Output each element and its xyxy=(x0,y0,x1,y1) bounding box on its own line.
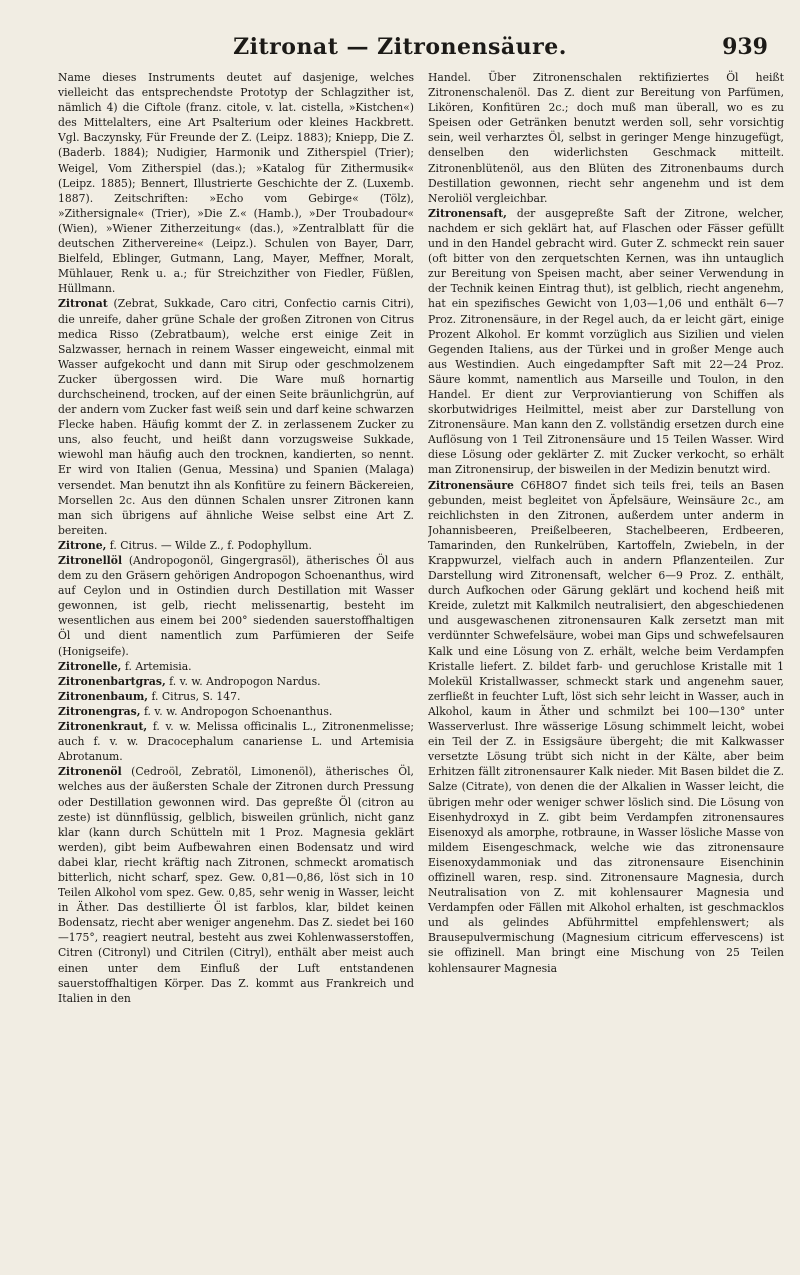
page-number: 939 xyxy=(722,34,768,60)
entry-text: f. Citrus. — Wilde Z., f. Podophyllum. xyxy=(106,538,312,552)
running-title: Zitronat — Zitronensäure. xyxy=(233,34,567,60)
entry-text: Handel. Über Zitronenschalen rektifiziertes Öl heißt Zitronenschalenöl. Das Z. dient zur Bereitung von Parfümen, Likören, Konfitüren 2c.; doch muß man überall, wo es zu Speisen oder Getränken benutzt werden soll, sehr vorsichtig sein, weil verharztes Öl, selbst in geringer Menge hinzugefügt, denselben den widerlichsten Geschmack mitteilt. Zitronenblütenöl, aus den Blüten des Zitronenbaums durch Destillation gewonnen, riecht sehr angenehm und ist dem Neroliöl vergleichbar. xyxy=(428,71,784,205)
entry-text: (Andropogonöl, Gingergrasöl), ätherisches Öl aus dem zu den Gräsern gehörigen Andropogon Schoenanthus, wird auf Ceylon und in Ostindien durch Destillation mit Wasser gewonnen, ist gelb, riecht melissenartig, besteht im wesentlichen aus einem bei 200° siedenden sauerstoffhaltigen Öl und dient namentlich zum Parfümieren der Seife (Honigseife). xyxy=(58,554,414,658)
dictionary-entry xyxy=(58,296,414,538)
dictionary-entry xyxy=(58,689,414,704)
page-header xyxy=(0,34,800,64)
entry-headword: Zitronenöl xyxy=(58,765,122,779)
entry-text: f. v. w. Andropogon Nardus. xyxy=(165,674,321,688)
entry-headword: Zitronensaft, xyxy=(428,206,507,220)
left-column xyxy=(58,70,414,1260)
dictionary-entry xyxy=(58,70,414,296)
dictionary-entry xyxy=(428,70,784,206)
entry-headword: Zitronengras, xyxy=(58,704,141,718)
entry-text: C6H8O7 findet sich teils frei, teils an Basen gebunden, meist begleitet von Äpfelsäure, Weinsäure 2c., am reichlichsten in den Zitronen, außerdem unter anderm in Johannisbeeren, Preißelbeeren, Stachelbeeren, Erdbeeren, Tamarinden, den Runkelrüben, Kartoffeln, Zwiebeln, in der Krappwurzel, vielfach auch in andern Pflanzenteilen. Zur Darstellung wird Zitronensaft, welcher 6—9 Proz. Z. enthält, durch Aufkochen oder Gärung geklärt und kochend heiß mit Kreide, zuletzt mit Kalkmilch neutralisiert, den abgeschiedenen und ausgewaschenen zitronensauren Kalk zersetzt man mit verdünnter Schwefelsäure, wobei man Gips und schwefelsauren Kalk und eine Lösung von Z. erhält, welche beim Verdampfen Kristalle liefert. Z. bildet farb- und geruchlose Kristalle mit 1 Molekül Kristallwasser, schmeckt stark und angenehm sauer, zerfließt in feuchter Luft, löst sich sehr leicht in Wasser, auch in Alkohol, kaum in Äther und schmilzt bei 100—130° unter Wasserverlust. Ihre wässerige Lösung schimmelt leicht, wobei ein Teil der Z. in Essigsäure übergeht; die mit Kalkwasser versetzte Lösung trübt sich nicht in der Kälte, aber beim Erhitzen fällt zitronensaurer Kalk nieder. Mit Basen bildet die Z. Salze (Citrate), von denen die der Alkalien in Wasser leicht, die übrigen mehr oder weniger schwer löslich sind. Die Lösung von Eisenhydroxyd in Z. gibt beim Verdampfen zitronensaures Eisenoxyd als amorphe, rotbraune, in Wasser lösliche Masse von mildem Eisengeschmack, welche wie das zitronensaure Eisenoxydammoniak und das zitronensaure Eisenchinin offizinell waren, resp. sind. Zitronensaure Magnesia, durch Neutralisation von Z. mit kohlensaurer Magnesia und Verdampfen oder Fällen mit Alkohol erhalten, ist geschmacklos und als gelindes Abführmittel empfehlenswert; als Brausepulvermischung (Magnesium citricum effervescens) ist sie offizinell. Man bringt eine Mischung von 25 Teilen kohlensaurer Magnesia xyxy=(428,478,784,975)
entry-text: f. Artemisia. xyxy=(121,659,192,673)
dictionary-entry xyxy=(58,719,414,764)
entry-text: der ausgepreßte Saft der Zitrone, welcher, nachdem er sich geklärt hat, auf Flaschen oder Fässer gefüllt und in den Handel gebracht wird. Guter Z. schmeckt rein sauer (oft bitter von den zerquetschten Kernen, was ihn untauglich zur Bereitung von Speisen macht, aber seiner Verwendung in der Technik keinen Eintrag thut), ist gelblich, riecht angenehm, hat ein spezifisches Gewicht von 1,03—1,06 und enthält 6—7 Proz. Zitronensäure, in der Regel auch, da er leicht gärt, einige Prozent Alkohol. Er kommt vorzüglich aus Sizilien und vielen Gegenden Italiens, aus der Türkei und in großer Menge auch aus Westindien. Auch eingedampfter Saft mit 22—24 Proz. Säure kommt, namentlich aus Marseille und Toulon, in den Handel. Er dient zur Verproviantierung von Schiffen als skorbutwidriges Heilmittel, meist aber zur Darstellung von Zitronensäure. Man kann den Z. vollständig ersetzen durch eine Auflösung von 1 Teil Zitronensäure und 15 Teilen Wasser. Wird diese Lösung oder geklärter Z. mit Zucker verkocht, so erhält man Zitronensirup, der bisweilen in der Medizin benutzt wird. xyxy=(428,206,784,477)
entry-headword: Zitrone, xyxy=(58,538,107,552)
entry-text: (Cedroöl, Zebratöl, Limonenöl), ätherisches Öl, welches aus der äußersten Schale der Zitronen durch Pressung oder Destillation gewonnen wird. Das gepreßte Öl (citron au zeste) ist dünnflüssig, gelblich, bisweilen grünlich, nicht ganz klar (kann durch Schütteln mit 1 Proz. Magnesia geklärt werden), gibt beim Aufbewahren einen Bodensatz und wird dabei klar, riecht kräftig nach Zitronen, schmeckt aromatisch bitterlich, nicht scharf, spez. Gew. 0,81—0,86, löst sich in 10 Teilen Alkohol vom spez. Gew. 0,85, sehr wenig in Wasser, leicht in Äther. Das destillierte Öl ist farblos, klar, bildet keinen Bodensatz, riecht aber weniger angenehm. Das Z. siedet bei 160—175°, reagiert neutral, besteht aus zwei Kohlenwasserstoffen, Citren (Citronyl) und Citrilen (Citryl), enthält aber meist auch einen unter dem Einfluß der Luft entstandenen sauerstoffhaltigen Körper. Das Z. kommt aus Frankreich und Italien in den xyxy=(58,765,414,1005)
entry-headword: Zitronenkraut, xyxy=(58,720,148,734)
dictionary-entry xyxy=(58,538,414,553)
entry-text: (Zebrat, Sukkade, Caro citri, Confectio carnis Citri), die unreife, daher grüne Schale der großen Zitronen von Citrus medica Risso (Zebratbaum), welche erst einige Zeit in Salzwasser, hernach in reinem Wasser eingeweicht, einmal mit Wasser aufgekocht und dann mit Sirup oder geschmolzenem Zucker übergossen wird. Die Ware muß hornartig durchscheinend, trocken, auf der einen Seite bräunlichgrün, auf der andern vom Zucker fast weiß sein und darf keine schwarzen Flecke haben. Häufig kommt der Z. in zerlassenem Zucker zu uns, also feucht, und heißt dann vorzugsweise Sukkade, wiewohl man häufig auch den trocknen, kandierten, so nennt. Er wird von Italien (Genua, Messina) und Spanien (Malaga) versendet. Man benutzt ihn als Konfitüre zu feinern Bäckereien, Morsellen 2c. Aus den dünnen Schalen unsrer Zitronen kann man sich übrigens auf ähnliche Weise selbst eine Art Z. bereiten. xyxy=(58,297,414,537)
dictionary-entry xyxy=(58,674,414,689)
dictionary-entry xyxy=(58,704,414,719)
entry-headword: Zitronenbaum, xyxy=(58,689,149,703)
entry-headword: Zitronelle, xyxy=(58,659,122,673)
dictionary-entry xyxy=(58,764,414,1006)
dictionary-entry xyxy=(428,206,784,478)
dictionary-entry xyxy=(58,659,414,674)
entry-text: Name dieses Instruments deutet auf dasjenige, welches vielleicht das entsprechendste Prototyp der Schlagzither ist, nämlich 4) die Ciftole (franz. citole, v. lat. cistella, »Kistchen«) des Mittelalters, eine Art Psalterium oder kleines Hackbrett. Vgl. Baczynsky, Für Freunde der Z. (Leipz. 1883); Kniepp, Die Z. (Baderb. 1884); Nudigier, Harmonik und Zitherspiel (Trier); Weigel, Vom Zitherspiel (das.); »Katalog für Zithermusik« (Leipz. 1885); Bennert, Illustrierte Geschichte der Z. (Luxemb. 1887). Zeitschriften: »Echo vom Gebirge« (Tölz), »Zithersignale« (Trier), »Die Z.« (Hamb.), »Der Troubadour« (Wien), »Wiener Zitherzeitung« (das.), »Zentralblatt für die deutschen Zithervereine« (Leipz.). Schulen von Bayer, Darr, Bielfeld, Eblinger, Gutmann, Lang, Mayer, Meffner, Moralt, Mühlauer, Renk u. a.; für Streichzither von Fiedler, Füßlen, Hüllmann. xyxy=(58,71,414,296)
dictionary-entry xyxy=(58,553,414,659)
entry-text: f. Citrus, S. 147. xyxy=(148,689,241,703)
entry-headword: Zitronat xyxy=(58,297,108,311)
entry-text: f. v. w. Melissa officinalis L., Zitronenmelisse; auch f. v. w. Dracocephalum canariense L. und Artemisia Abrotanum. xyxy=(58,720,414,764)
dictionary-entry xyxy=(428,478,784,976)
entry-headword: Zitronellöl xyxy=(58,554,123,567)
entry-text: f. v. w. Andropogon Schoenanthus. xyxy=(140,704,333,718)
entry-headword: Zitronensäure xyxy=(428,478,514,492)
entry-headword: Zitronenbartgras, xyxy=(58,674,166,688)
right-column xyxy=(428,70,784,1260)
